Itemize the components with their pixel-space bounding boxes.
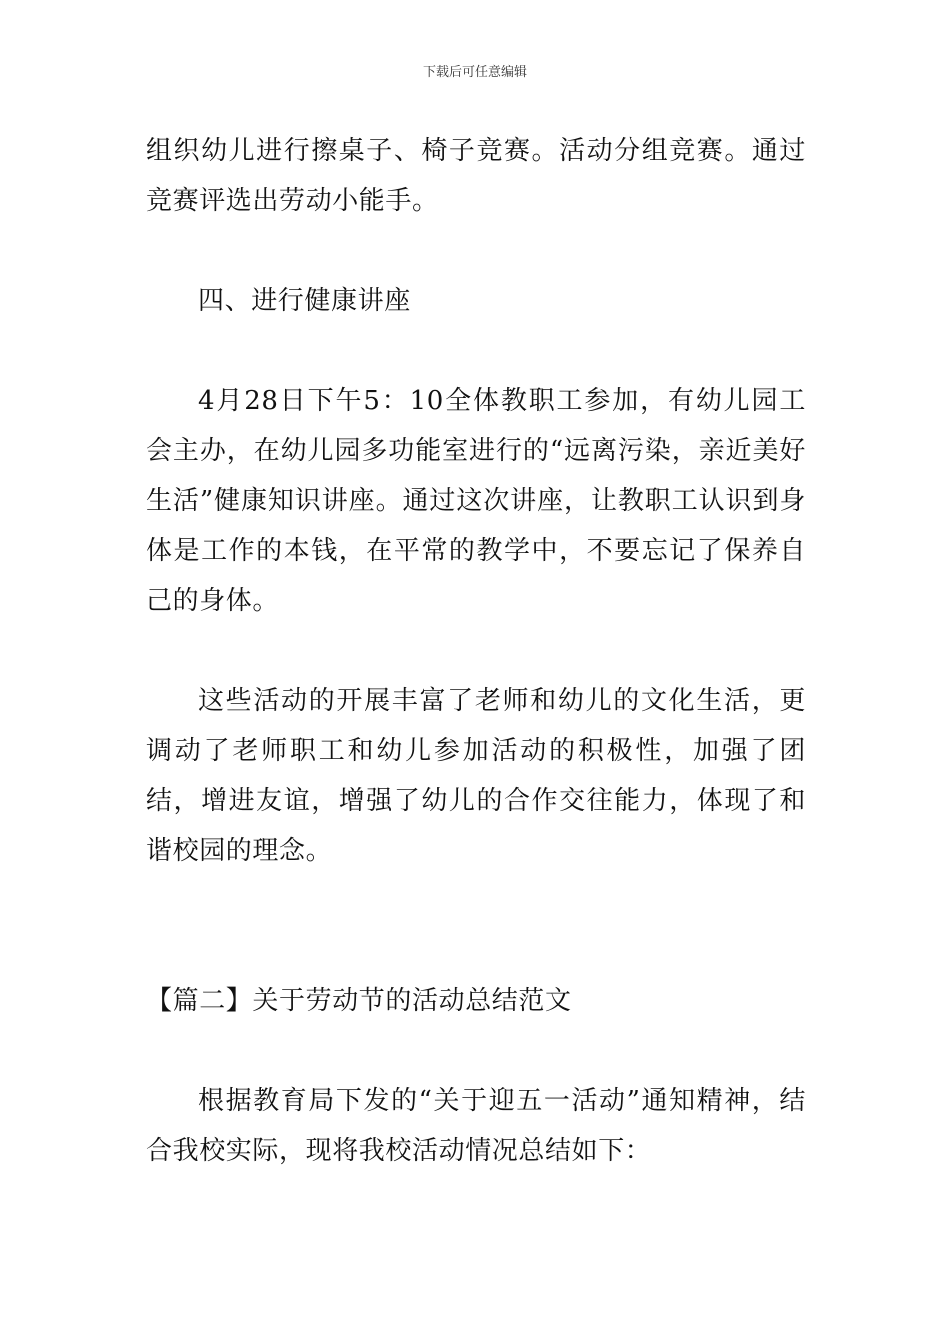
section-title-part-two: 【篇二】关于劳动节的活动总结范文 bbox=[146, 986, 572, 1016]
paragraph-competition: 组织幼儿进行擦桌子、椅子竞赛。活动分组竞赛。通过竞赛评选出劳动小能手。 bbox=[146, 136, 806, 216]
paragraph-summary: 这些活动的开展丰富了老师和幼儿的文化生活，更调动了老师职工和幼儿参加活动的积极性，加强了团结，增进友谊，增强了幼儿的合作交往能力，体现了和谐校园的理念。 bbox=[146, 686, 806, 866]
page-header-note: 下载后可任意编辑 bbox=[422, 65, 527, 80]
heading-health-lecture: 四、进行健康讲座 bbox=[198, 286, 411, 316]
document-body bbox=[146, 126, 806, 1176]
paragraph-health-lecture: 4月28日下午5：10全体教职工参加，有幼儿园工会主办，在幼儿园多功能室进行的“远离污染，亲近美好生活”健康知识讲座。通过这次讲座，让教职工认识到身体是工作的本钱，在平常的教学中，不要忘记了保养自己的身体。 bbox=[146, 386, 806, 616]
paragraph-part-two-intro: 根据教育局下发的“关于迎五一活动”通知精神，结合我校实际，现将我校活动情况总结如下： bbox=[146, 1086, 806, 1166]
